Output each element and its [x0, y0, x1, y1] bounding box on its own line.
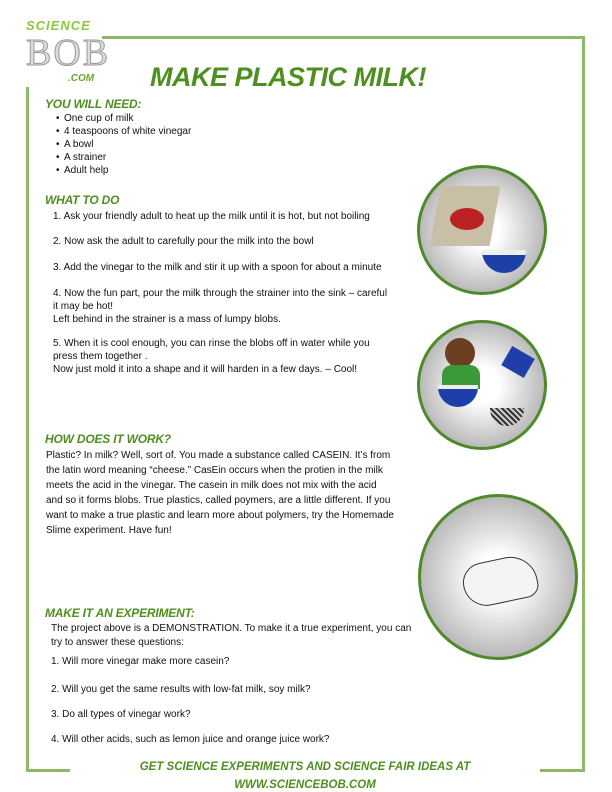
illustration-casein-blob	[418, 494, 578, 660]
section-heading-you-will-need: YOU WILL NEED:	[45, 97, 142, 111]
step-line: 5. When it is cool enough, you can rinse the blobs off in water while you	[53, 338, 370, 349]
list-item: One cup of milk	[64, 113, 134, 124]
bullet-icon: •	[56, 152, 60, 163]
step-line: 2. Now ask the adult to carefully pour the milk into the bowl	[53, 236, 314, 247]
section-heading-experiment: MAKE IT AN EXPERIMENT:	[45, 606, 195, 620]
step-line: it may be hot!	[53, 301, 114, 312]
page-title: MAKE PLASTIC MILK!	[150, 62, 426, 92]
list-item: A strainer	[64, 152, 107, 163]
section-heading-what-to-do: WHAT TO DO	[45, 193, 120, 207]
illustration-heating-pouring	[417, 165, 547, 295]
step-line: Left behind in the strainer is a mass of lumpy blobs.	[53, 314, 281, 325]
intro-line: The project above is a DEMONSTRATION. To make it a true experiment, you can	[51, 623, 412, 634]
paragraph-line: Plastic? In milk? Well, sort of. You made a substance called CASEIN. It’s from	[46, 450, 391, 461]
question-item: 2. Will you get the same results with low-fat milk, soy milk?	[51, 684, 311, 695]
bullet-icon: •	[56, 165, 60, 176]
footer	[70, 757, 540, 791]
question-item: 4. Will other acids, such as lemon juice and orange juice work?	[51, 734, 330, 745]
illustration-girl-straining	[417, 320, 547, 450]
paragraph-line: Slime experiment. Have fun!	[46, 525, 172, 536]
section-heading-how: HOW DOES IT WORK?	[45, 432, 171, 446]
bullet-icon: •	[56, 139, 60, 150]
bullet-icon: •	[56, 113, 60, 124]
step-line: 4. Now the fun part, pour the milk through the strainer into the sink – careful	[53, 288, 388, 299]
intro-line: try to answer these questions:	[51, 637, 184, 648]
paragraph-line: meets the acid in the vinegar. The casein in milk does not mix with the acid	[46, 480, 377, 491]
step-line: 1. Ask your friendly adult to heat up the milk until it is hot, but not boiling	[53, 211, 370, 222]
question-item: 3. Do all types of vinegar work?	[51, 709, 191, 720]
paragraph-line: want to make a true plastic and learn more about polymers, try the Homemade	[46, 510, 394, 521]
step-line: Now just mold it into a shape and it will harden in a few days. – Cool!	[53, 364, 358, 375]
list-item: 4 teaspoons of white vinegar	[64, 126, 192, 137]
list-item: A bowl	[64, 139, 94, 150]
list-item: Adult help	[64, 165, 109, 176]
bullet-icon: •	[56, 126, 60, 137]
paragraph-line: the latin word meaning “cheese.” CasEin occurs when the protien in the milk	[46, 465, 383, 476]
step-line: press them together .	[53, 351, 148, 362]
logo: SCIENCE BOB .COM	[22, 15, 102, 87]
step-line: 3. Add the vinegar to the milk and stir it up with a spoon for about a minute	[53, 262, 382, 273]
question-item: 1. Will more vinegar make more casein?	[51, 656, 230, 667]
footer-link[interactable]: GET SCIENCE EXPERIMENTS AND SCIENCE FAIR IDEAS AT WWW.SCIENCEBOB.COM	[139, 761, 471, 791]
paragraph-line: and so it forms blobs. True plastics, called poymers, are a little different. If you	[46, 495, 391, 506]
